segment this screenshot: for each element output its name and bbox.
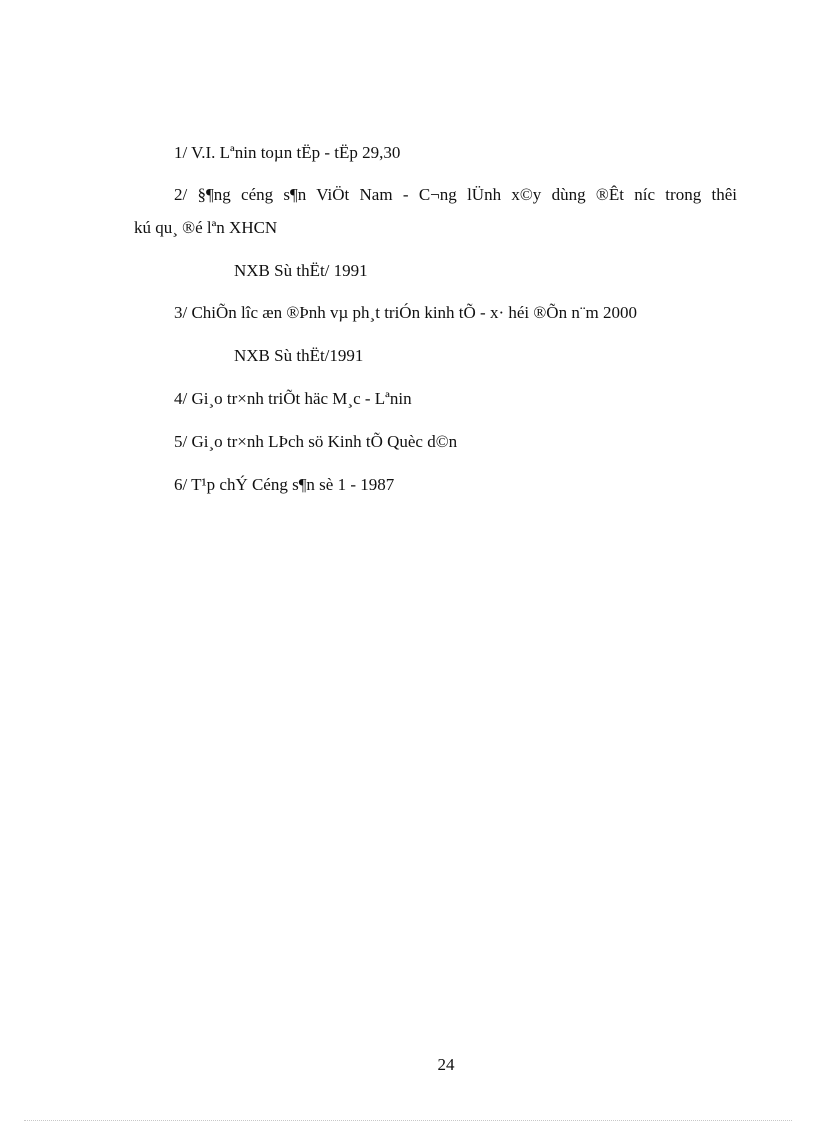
page-bottom-rule <box>24 1120 792 1121</box>
reference-2-publisher: NXB Sù thËt/ 1991 <box>234 261 368 280</box>
page-number: 24 <box>437 1055 455 1074</box>
reference-2-line-2: kú qu¸ ®é lªn XHCN <box>134 218 278 237</box>
reference-3-publisher: NXB Sù thËt/1991 <box>234 346 364 365</box>
reference-2-line-1: 2/ §¶ng céng s¶n ViÖt Nam - C¬ng lÜnh x©y dùng ®Êt níc trong thêi <box>174 185 737 204</box>
reference-1: 1/ V.I. Lªnin toµn tËp - tËp 29,30 <box>174 143 401 162</box>
reference-5: 5/ Gi¸o tr×nh LÞch sö Kinh tÕ Quèc d©n <box>174 432 458 451</box>
reference-3: 3/ ChiÕn lîc æn ®Þnh vµ ph¸t triÓn kinh tÕ - x· héi ®Õn n¨m 2000 <box>174 303 637 322</box>
reference-4: 4/ Gi¸o tr×nh triÕt häc M¸c - Lªnin <box>174 389 412 408</box>
reference-6: 6/ T¹p chÝ Céng s¶n sè 1 - 1987 <box>174 475 395 494</box>
